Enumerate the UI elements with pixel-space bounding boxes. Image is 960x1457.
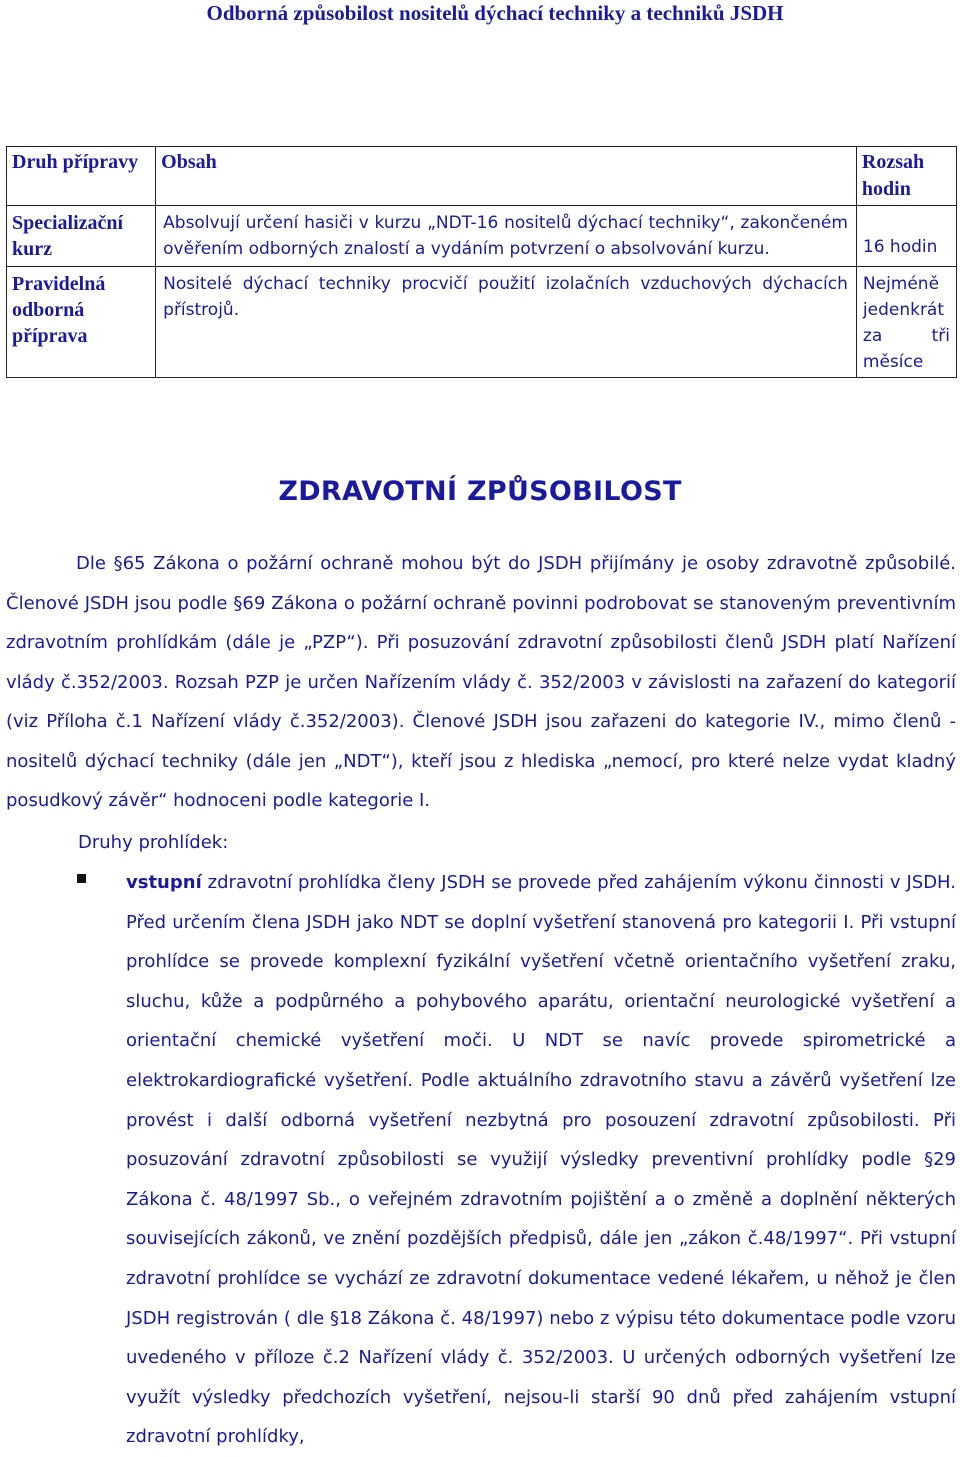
bullet-entry-exam [126, 863, 956, 1457]
square-bullet-icon [77, 874, 86, 883]
section-title: ZDRAVOTNÍ ZPŮSOBILOST [278, 476, 682, 507]
health-paragraph: Dle §65 Zákona o požární ochraně mohou být do JSDH přijímány je osoby zdravotně způsobilé. Členové JSDH jsou podle §69 Zákona o požární ochraně povinni podrobovat se stanoveným preventivním zdravotním prohlídkám (dále je „PZP“). Při posuzování zdravotní způsobilosti členů JSDH platí Nařízení vlády č.352/2003. Rozsah PZP je určen Nařízením vlády č. 352/2003 v závislosti na zařazení do kategorií (viz Příloha č.1 Nařízení vlády č.352/2003). Členové JSDH jsou zařazeni do kategorie IV., mimo členů - nositelů dýchací techniky (dále jen „NDT“), kteří jsou z hlediska „nemocí, pro které nelze vydat kladný posudkový závěr“ hodnoceni podle kategorie I. [6, 553, 956, 811]
training-table [6, 146, 957, 378]
row-regular-type: Pravidelná odborná příprava [7, 267, 156, 378]
page-title-text: Odborná způsobilost nositelů dýchací techniky a techniků JSDH [206, 1, 784, 25]
bullet-term: vstupní [126, 872, 202, 893]
header-content: Obsah [156, 147, 857, 206]
table-row [7, 267, 957, 378]
page-title [0, 0, 960, 26]
exam-types-heading: Druhy prohlídek: [78, 832, 229, 853]
table-row [7, 206, 957, 267]
bullet-text: zdravotní prohlídka členy JSDH se provede před zahájením výkonu činnosti v JSDH. Před určením člena JSDH jako NDT se doplní vyšetření stanovená pro kategorii I. Při vstupní prohlídce se provede komplexní fyzikální vyšetření včetně orientačního vyšetření zraku, sluchu, kůže a podpůrného a pohybového aparátu, orientační neurologické vyšetření a orientační chemické vyšetření moči. U NDT se navíc provede spirometrické a elektrokardiografické vyšetření. Podle aktuálního zdravotního stavu a závěrů vyšetření lze provést i další odborná vyšetření nezbytná pro posouzení zdravotní způsobilosti. Při posuzování zdravotní způsobilosti se využijí výsledky preventivní prohlídky podle §29 Zákona č. 48/1997 Sb., o veřejném zdravotním pojištění a o změně a doplnění některých souvisejících zákonů, ve znění pozdějších předpisů, dále jen „zákon č.48/1997“. Při vstupní zdravotní prohlídce se vychází ze zdravotní dokumentace vedené lékařem, u něhož je člen JSDH registrován ( dle §18 Zákona č. 48/1997) nebo z výpisu této dokumentace podle vzoru uvedeného v příloze č.2 Nařízení vlády č. 352/2003. U určených odborných vyšetření lze využít výsledky předchozích vyšetření, nejsou-li starší 90 dnů před zahájením vstupní zdravotní prohlídky, [126, 872, 956, 1448]
header-hours: Rozsah hodin [856, 147, 956, 206]
row-specialization-type: Specializační kurz [7, 206, 156, 267]
row-regular-content: Nositelé dýchací techniky procvičí použití izolačních vzduchových dýchacích přístrojů. [156, 267, 857, 378]
row-regular-hours-cell [856, 267, 956, 378]
row-specialization-hours: 16 hodin [862, 237, 938, 257]
row-specialization-content: Absolvují určení hasiči v kurzu „NDT-16 nositelů dýchací techniky“, zakončeném ověřením odborných znalostí a vydáním potvrzení o absolvování kurzu. [156, 206, 857, 267]
row-regular-hours: Nejméně jedenkrát za tři měsíce [862, 274, 950, 372]
row-specialization-hours-cell [856, 206, 956, 267]
table-header-row [7, 147, 957, 206]
header-type: Druh přípravy [7, 147, 156, 206]
